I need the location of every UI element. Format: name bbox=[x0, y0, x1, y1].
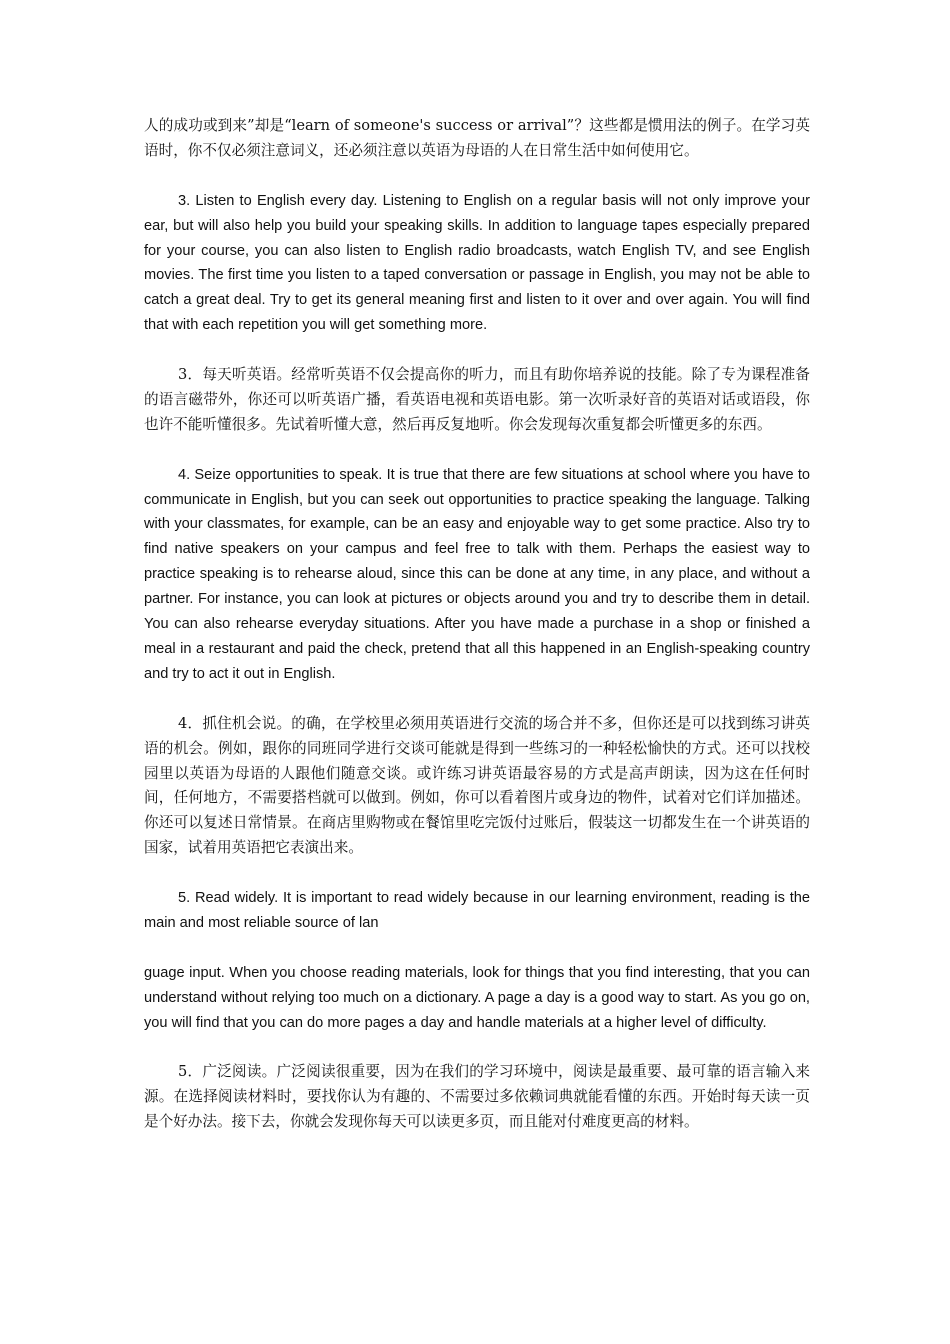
paragraph-gap bbox=[144, 338, 810, 363]
paragraph-read-zh: 5．广泛阅读。广泛阅读很重要，因为在我们的学习环境中，阅读是最重要、最可靠的语言输入来源。在选择阅读材料时，要找你认为有趣的、不需要过多依赖词典就能看懂的东西。开始时每天读一页是个好办法。接下去，你就会发现你每天可以读更多页，而且能对付难度更高的材料。 bbox=[144, 1063, 810, 1131]
paragraph-usage-zh: 人的成功或到来”却是“learn of someone's success or arrival”？这些都是惯用法的例子。在学习英语时，你不仅必须注意词义，还必须注意以英语为母语的人在日常生活中如何使用它。 bbox=[144, 117, 810, 159]
paragraph-gap bbox=[144, 438, 810, 463]
paragraph-gap bbox=[144, 687, 810, 712]
paragraph-gap bbox=[144, 1035, 810, 1060]
paragraph-gap bbox=[144, 936, 810, 961]
paragraph-speak-en: 4. Seize opportunities to speak. It is true that there are few situations at school where you have to communicate in English, but you can seek out opportunities to practice speaking the language. Talking with your classmates, for example, can be an easy and enjoyable way to get some practice. Also try to find native speakers on your campus and feel free to talk with them. Perhaps the easiest way to practice speaking is to rehearse aloud, since this can be done at any time, in any place, and without a partner. For instance, you can look at pictures or objects around you and try to describe them in detail. You can also rehearse everyday situations. After you have made a purchase in a shop or finished a meal in a restaurant and paid the check, pretend that all this happened in an English-speaking country and try to act it out in English. bbox=[144, 466, 810, 682]
paragraph-speak-zh: 4．抓住机会说。的确，在学校里必须用英语进行交流的场合并不多，但你还是可以找到练习讲英语的机会。例如，跟你的同班同学进行交谈可能就是得到一些练习的一种轻松愉快的方式。还可以找校园里以英语为母语的人跟他们随意交谈。或许练习讲英语最容易的方式是高声朗读，因为这在任何时间，任何地方，不需要搭档就可以做到。例如，你可以看着图片或身边的物件，试着对它们详加描述。你还可以复述日常情景。在商店里购物或在餐馆里吃完饭付过账后，假装这一切都发生在一个讲英语的国家，试着用英语把它表演出来。 bbox=[144, 714, 810, 857]
document-page bbox=[144, 114, 810, 1135]
paragraph-read-en-part2: guage input. When you choose reading materials, look for things that you find interesting, that you can understand without relying too much on a dictionary. A page a day is a good way to start. As you go on, you will find that you can do more pages a day and handle materials at a higher level of difficulty. bbox=[144, 964, 810, 1031]
paragraph-gap bbox=[144, 861, 810, 886]
paragraph-read-en-part1: 5. Read widely. It is important to read widely because in our learning environment, reading is the main and most reliable source of lan bbox=[144, 890, 810, 931]
paragraph-listen-en: 3. Listen to English every day. Listening to English on a regular basis will not only improve your ear, but will also help you build your speaking skills. In addition to language tapes especially prepared for your course, you can also listen to English radio broadcasts, watch English TV, and see English movies. The first time you listen to a taped conversation or passage in English, you may not be able to catch a great deal. Try to get its general meaning first and listen to it over and over again. You will find that with each repetition you will get something more. bbox=[144, 192, 810, 334]
paragraph-gap bbox=[144, 164, 810, 189]
paragraph-listen-zh: 3．每天听英语。经常听英语不仅会提高你的听力，而且有助你培养说的技能。除了专为课程准备的语言磁带外，你还可以听英语广播，看英语电视和英语电影。第一次听录好音的英语对话或语段，你也许不能听懂很多。先试着听懂大意，然后再反复地听。你会发现每次重复都会听懂更多的东西。 bbox=[144, 366, 810, 433]
